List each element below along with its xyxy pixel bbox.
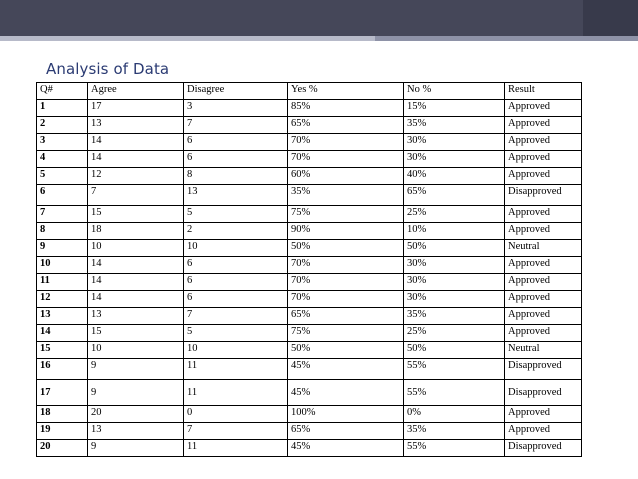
q-cell: 8 <box>37 223 88 240</box>
result-cell: Approved <box>505 291 582 308</box>
result-cell: Neutral <box>505 240 582 257</box>
agree-cell: 15 <box>88 325 184 342</box>
no-cell: 40% <box>404 168 505 185</box>
agree-cell: 15 <box>88 206 184 223</box>
disagree-cell: 7 <box>184 423 288 440</box>
no-cell: 25% <box>404 206 505 223</box>
no-cell: 15% <box>404 100 505 117</box>
table-row <box>37 117 582 134</box>
yes-cell: 60% <box>288 168 404 185</box>
yes-cell: 75% <box>288 325 404 342</box>
no-cell: 30% <box>404 151 505 168</box>
result-cell: Approved <box>505 206 582 223</box>
yes-cell: 70% <box>288 274 404 291</box>
q-cell: 19 <box>37 423 88 440</box>
yes-cell: 85% <box>288 100 404 117</box>
no-cell: 10% <box>404 223 505 240</box>
agree-cell: 14 <box>88 151 184 168</box>
no-cell: 30% <box>404 134 505 151</box>
disagree-cell: 11 <box>184 359 288 380</box>
table-row <box>37 291 582 308</box>
slide-title: Analysis of Data <box>46 60 170 78</box>
yes-cell: 50% <box>288 342 404 359</box>
no-cell: 35% <box>404 423 505 440</box>
result-cell: Approved <box>505 100 582 117</box>
agree-cell: 13 <box>88 117 184 134</box>
result-cell: Approved <box>505 423 582 440</box>
agree-cell: 13 <box>88 308 184 325</box>
yes-cell: 70% <box>288 151 404 168</box>
yes-cell: 65% <box>288 117 404 134</box>
result-cell: Approved <box>505 257 582 274</box>
q-cell: 3 <box>37 134 88 151</box>
q-cell: 12 <box>37 291 88 308</box>
result-cell: Approved <box>505 134 582 151</box>
table-header-row <box>37 83 582 100</box>
agree-cell: 9 <box>88 359 184 380</box>
result-cell: Approved <box>505 308 582 325</box>
header-cell-agree: Agree <box>88 83 184 100</box>
result-cell: Approved <box>505 117 582 134</box>
table-row <box>37 406 582 423</box>
table-row <box>37 168 582 185</box>
result-cell: Neutral <box>505 342 582 359</box>
yes-cell: 70% <box>288 134 404 151</box>
agree-cell: 17 <box>88 100 184 117</box>
disagree-cell: 0 <box>184 406 288 423</box>
table-row <box>37 359 582 380</box>
no-cell: 55% <box>404 359 505 380</box>
q-cell: 5 <box>37 168 88 185</box>
result-cell: Approved <box>505 223 582 240</box>
table-row <box>37 206 582 223</box>
no-cell: 50% <box>404 240 505 257</box>
yes-cell: 50% <box>288 240 404 257</box>
table-row <box>37 440 582 457</box>
result-cell: Approved <box>505 406 582 423</box>
disagree-cell: 11 <box>184 440 288 457</box>
q-cell: 4 <box>37 151 88 168</box>
table-row <box>37 223 582 240</box>
result-cell: Approved <box>505 151 582 168</box>
q-cell: 11 <box>37 274 88 291</box>
q-cell: 1 <box>37 100 88 117</box>
q-cell: 6 <box>37 185 88 206</box>
agree-cell: 9 <box>88 380 184 406</box>
agree-cell: 14 <box>88 274 184 291</box>
table-row <box>37 134 582 151</box>
header-cell-yes: Yes % <box>288 83 404 100</box>
no-cell: 30% <box>404 291 505 308</box>
yes-cell: 65% <box>288 423 404 440</box>
q-cell: 9 <box>37 240 88 257</box>
table-row <box>37 325 582 342</box>
no-cell: 35% <box>404 308 505 325</box>
q-cell: 15 <box>37 342 88 359</box>
table-row <box>37 308 582 325</box>
table-body <box>37 83 582 457</box>
no-cell: 35% <box>404 117 505 134</box>
disagree-cell: 5 <box>184 325 288 342</box>
no-cell: 0% <box>404 406 505 423</box>
yes-cell: 75% <box>288 206 404 223</box>
no-cell: 30% <box>404 257 505 274</box>
disagree-cell: 13 <box>184 185 288 206</box>
disagree-cell: 7 <box>184 308 288 325</box>
table-row <box>37 274 582 291</box>
header-cell-no: No % <box>404 83 505 100</box>
q-cell: 14 <box>37 325 88 342</box>
slide-header-bar <box>0 0 638 36</box>
agree-cell: 14 <box>88 291 184 308</box>
disagree-cell: 6 <box>184 291 288 308</box>
disagree-cell: 5 <box>184 206 288 223</box>
result-cell: Approved <box>505 325 582 342</box>
header-cell-result: Result <box>505 83 582 100</box>
disagree-cell: 6 <box>184 134 288 151</box>
yes-cell: 90% <box>288 223 404 240</box>
disagree-cell: 10 <box>184 342 288 359</box>
disagree-cell: 7 <box>184 117 288 134</box>
disagree-cell: 6 <box>184 274 288 291</box>
agree-cell: 7 <box>88 185 184 206</box>
table-row <box>37 380 582 406</box>
disagree-cell: 2 <box>184 223 288 240</box>
agree-cell: 13 <box>88 423 184 440</box>
header-cell-disagree: Disagree <box>184 83 288 100</box>
q-cell: 2 <box>37 117 88 134</box>
result-cell: Disapproved <box>505 440 582 457</box>
table-row <box>37 185 582 206</box>
disagree-cell: 6 <box>184 257 288 274</box>
q-cell: 20 <box>37 440 88 457</box>
agree-cell: 14 <box>88 134 184 151</box>
agree-cell: 14 <box>88 257 184 274</box>
q-cell: 13 <box>37 308 88 325</box>
no-cell: 65% <box>404 185 505 206</box>
no-cell: 30% <box>404 274 505 291</box>
yes-cell: 35% <box>288 185 404 206</box>
yes-cell: 70% <box>288 291 404 308</box>
result-cell: Disapproved <box>505 185 582 206</box>
q-cell: 7 <box>37 206 88 223</box>
yes-cell: 65% <box>288 308 404 325</box>
agree-cell: 18 <box>88 223 184 240</box>
slide-header-accent <box>583 0 638 36</box>
q-cell: 10 <box>37 257 88 274</box>
yes-cell: 45% <box>288 359 404 380</box>
agree-cell: 10 <box>88 342 184 359</box>
table-row <box>37 151 582 168</box>
no-cell: 55% <box>404 380 505 406</box>
disagree-cell: 11 <box>184 380 288 406</box>
yes-cell: 100% <box>288 406 404 423</box>
agree-cell: 10 <box>88 240 184 257</box>
yes-cell: 45% <box>288 440 404 457</box>
slide-header-stripe-accent <box>375 36 638 41</box>
result-cell: Disapproved <box>505 359 582 380</box>
no-cell: 50% <box>404 342 505 359</box>
yes-cell: 70% <box>288 257 404 274</box>
result-cell: Approved <box>505 168 582 185</box>
table-row <box>37 100 582 117</box>
q-cell: 17 <box>37 380 88 406</box>
table-row <box>37 257 582 274</box>
table-row <box>37 342 582 359</box>
result-cell: Disapproved <box>505 380 582 406</box>
table-row <box>37 423 582 440</box>
q-cell: 16 <box>37 359 88 380</box>
disagree-cell: 8 <box>184 168 288 185</box>
no-cell: 55% <box>404 440 505 457</box>
disagree-cell: 3 <box>184 100 288 117</box>
disagree-cell: 10 <box>184 240 288 257</box>
agree-cell: 12 <box>88 168 184 185</box>
table-row <box>37 240 582 257</box>
agree-cell: 9 <box>88 440 184 457</box>
q-cell: 18 <box>37 406 88 423</box>
agree-cell: 20 <box>88 406 184 423</box>
disagree-cell: 6 <box>184 151 288 168</box>
header-cell-q: Q# <box>37 83 88 100</box>
yes-cell: 45% <box>288 380 404 406</box>
data-table <box>36 82 582 457</box>
result-cell: Approved <box>505 274 582 291</box>
no-cell: 25% <box>404 325 505 342</box>
